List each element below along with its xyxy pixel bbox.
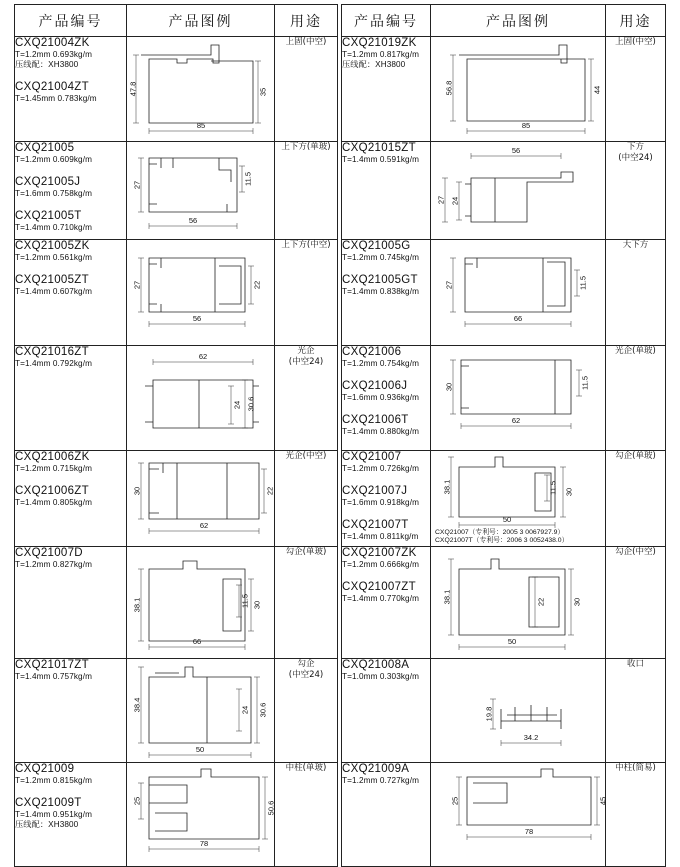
- table-row: [15, 451, 338, 547]
- profile-outline: [149, 463, 259, 519]
- product-code: CXQ21005J: [15, 176, 81, 188]
- dimension-label: 30.6: [258, 702, 268, 718]
- figure-cell: [431, 451, 606, 547]
- use-label: 勾企(单玻): [285, 547, 327, 557]
- dimension-label: 27: [132, 180, 142, 190]
- header-code: 产品编号: [342, 5, 431, 37]
- dimension-label: 56.8: [444, 80, 454, 96]
- product-spec: T=1.6mm 0.758kg/m: [15, 189, 93, 198]
- dimension-label: 30.6: [246, 396, 256, 412]
- dimension-label: 85: [521, 121, 531, 130]
- use-label: 收口: [626, 659, 644, 669]
- use-cell: [275, 451, 338, 547]
- product-spec: T=1.2mm 0.827kg/m: [15, 560, 93, 569]
- product-code: CXQ21005T: [15, 210, 82, 222]
- product-spec: T=1.2mm 0.745kg/m: [342, 253, 420, 262]
- use-cell: [275, 763, 338, 867]
- patent-line: CXQ21007（专利号：2005 3 0067927.9）: [435, 529, 565, 536]
- figure-cell: [431, 37, 606, 142]
- figure-cell: [127, 346, 275, 451]
- use-label: 光企(单玻): [615, 346, 656, 356]
- profile-outline: [459, 457, 555, 517]
- product-spec: T=1.2mm 0.693kg/m: [15, 50, 93, 59]
- dimension-label: 62: [511, 416, 521, 425]
- product-cell: [15, 240, 127, 346]
- use-label: 勾企: [297, 659, 315, 669]
- dimension-label: 30: [572, 597, 582, 607]
- dimension-label: 50: [502, 515, 512, 524]
- use-label: 中柱(简易): [615, 763, 656, 773]
- use-cell: [275, 659, 338, 763]
- product-code: CXQ21009T: [15, 797, 82, 809]
- table-row: [342, 451, 666, 547]
- profile-drawing: [431, 659, 606, 762]
- product-code: CXQ21007ZK: [342, 547, 417, 559]
- product-code: CXQ21006T: [342, 414, 409, 426]
- use-cell: [606, 763, 666, 867]
- product-spec: T=1.0mm 0.303kg/m: [342, 672, 420, 681]
- product-spec: T=1.2mm 0.754kg/m: [342, 359, 420, 368]
- product-spec: T=1.6mm 0.918kg/m: [342, 498, 420, 507]
- figure-cell: [127, 142, 275, 240]
- product-code: CXQ21009A: [342, 763, 410, 775]
- figure-cell: [431, 763, 606, 867]
- use-label: 上下方(单玻): [281, 142, 331, 152]
- table-row: [15, 346, 338, 451]
- figure-cell: [431, 547, 606, 659]
- table-row: [342, 763, 666, 867]
- patent-note: [435, 529, 568, 545]
- profile-drawing: [127, 346, 275, 450]
- product-cell: [342, 659, 431, 763]
- dimension-label: 34.2: [523, 733, 539, 742]
- use-label: (中空24): [618, 153, 653, 163]
- table-row: [15, 547, 338, 659]
- profile-outline: [149, 667, 251, 743]
- dimension-label: 56: [192, 314, 202, 323]
- product-cell: [342, 451, 431, 547]
- profile-outline: [145, 380, 259, 428]
- dimension-label: 85: [196, 121, 206, 130]
- table-row: [15, 142, 338, 240]
- product-code: CXQ21007ZT: [342, 581, 416, 593]
- product-code: CXQ21005ZT: [15, 274, 89, 286]
- use-label: 勾企(单玻): [615, 451, 656, 461]
- product-spec: T=1.2mm 0.815kg/m: [15, 776, 93, 785]
- use-label: 中柱(单玻): [285, 763, 327, 773]
- product-spec: T=1.4mm 0.591kg/m: [342, 155, 420, 164]
- use-cell: [606, 346, 666, 451]
- use-cell: [606, 37, 666, 142]
- product-code: CXQ21005ZK: [15, 240, 90, 252]
- use-label: 上下方(中空): [281, 240, 331, 250]
- dimension-label: 11.5: [240, 593, 250, 609]
- use-label: 上固(中空): [615, 37, 656, 47]
- dimension-label: 11.5: [548, 480, 558, 496]
- product-spec: T=1.4mm 0.757kg/m: [15, 672, 93, 681]
- product-spec: 压线配：XH3800: [342, 60, 406, 69]
- header-code: 产品编号: [15, 5, 127, 37]
- product-code: CXQ21006J: [342, 380, 408, 392]
- product-spec: T=1.2mm 0.726kg/m: [342, 464, 420, 473]
- profile-drawing: [127, 547, 275, 658]
- dimension-label: 24: [240, 705, 250, 715]
- use-label: 下方: [626, 142, 644, 152]
- product-code: CXQ21006ZK: [15, 451, 90, 463]
- dimension-label: 27: [436, 195, 446, 205]
- patent-line: CXQ21007T（专利号：2006 3 0052438.0）: [435, 537, 569, 544]
- table-row: [342, 346, 666, 451]
- product-spec: T=1.2mm 0.715kg/m: [15, 464, 93, 473]
- table-row: [15, 659, 338, 763]
- use-cell: [275, 240, 338, 346]
- use-cell: [275, 547, 338, 659]
- dimension-label: 38.1: [442, 589, 452, 605]
- product-code: CXQ21007T: [342, 519, 409, 531]
- product-code: CXQ21004ZK: [15, 37, 90, 49]
- figure-cell: [127, 763, 275, 867]
- dimension-label: 24: [450, 196, 460, 206]
- figure-cell: [127, 240, 275, 346]
- product-cell: [15, 142, 127, 240]
- dimension-label: 62: [199, 521, 209, 530]
- use-cell: [275, 37, 338, 142]
- profile-drawing: [127, 37, 275, 141]
- use-cell: [606, 547, 666, 659]
- dimension-label: 22: [252, 280, 262, 290]
- product-code: CXQ21007D: [15, 547, 83, 559]
- figure-cell: [127, 659, 275, 763]
- dimension-label: 25: [132, 796, 142, 806]
- dimension-label: 45: [598, 796, 608, 806]
- dimension-label: 38.4: [132, 697, 142, 713]
- profile-outline: [149, 158, 237, 212]
- dimension-label: 47.8: [128, 81, 138, 97]
- product-code: CXQ21005GT: [342, 274, 418, 286]
- product-code: CXQ21019ZK: [342, 37, 417, 49]
- dimension-label: 56: [511, 146, 521, 155]
- table-row: [342, 142, 666, 240]
- profile-drawing: [127, 240, 275, 345]
- profile-outline: [465, 172, 573, 222]
- product-code: CXQ21004ZT: [15, 81, 89, 93]
- product-spec: T=1.4mm 0.838kg/m: [342, 287, 420, 296]
- product-cell: [342, 240, 431, 346]
- use-label: 光企: [297, 346, 315, 356]
- dimension-label: 30: [444, 382, 454, 392]
- use-cell: [606, 240, 666, 346]
- figure-cell: [127, 37, 275, 142]
- dimension-label: 11.5: [243, 171, 253, 187]
- product-cell: [342, 142, 431, 240]
- use-label: 勾企(中空): [615, 547, 656, 557]
- product-cell: [15, 659, 127, 763]
- profile-outline: [149, 769, 259, 839]
- dimension-label: 27: [444, 280, 454, 290]
- product-code: CXQ21007J: [342, 485, 408, 497]
- figure-cell: [431, 346, 606, 451]
- header-use: 用途: [606, 5, 666, 37]
- table-row: [15, 240, 338, 346]
- profile-drawing: [127, 142, 275, 239]
- dimension-label: 30: [252, 600, 262, 610]
- product-spec: T=1.45mm 0.783kg/m: [15, 94, 97, 103]
- use-label: 光企(中空): [285, 451, 327, 461]
- product-spec: T=1.4mm 0.792kg/m: [15, 359, 93, 368]
- use-cell: [606, 451, 666, 547]
- profile-drawing: [431, 547, 606, 658]
- product-cell: [342, 37, 431, 142]
- profile-drawing: [431, 346, 606, 450]
- product-spec: T=1.4mm 0.710kg/m: [15, 223, 93, 232]
- product-cell: [342, 547, 431, 659]
- dimension-label: 78: [524, 827, 534, 836]
- header-use: 用途: [275, 5, 338, 37]
- profile-drawing: [127, 451, 275, 546]
- figure-cell: [127, 547, 275, 659]
- product-spec: T=1.6mm 0.936kg/m: [342, 393, 420, 402]
- catalog-table-right: [341, 4, 666, 867]
- dimension-label: 66: [513, 314, 523, 323]
- profile-drawing: [127, 659, 275, 762]
- use-cell: [606, 659, 666, 763]
- product-cell: [15, 346, 127, 451]
- product-spec: T=1.2mm 0.817kg/m: [342, 50, 420, 59]
- product-spec: T=1.4mm 0.805kg/m: [15, 498, 93, 507]
- figure-cell: [431, 240, 606, 346]
- figure-cell: [431, 659, 606, 763]
- profile-outline: [149, 258, 245, 312]
- product-code: CXQ21017ZT: [15, 659, 89, 671]
- profile-outline: [141, 45, 253, 123]
- dimension-label: 11.5: [580, 375, 590, 391]
- product-spec: T=1.4mm 0.811kg/m: [342, 532, 419, 541]
- dimension-label: 22: [265, 486, 275, 496]
- product-code: CXQ21015ZT: [342, 142, 416, 154]
- profile-outline: [459, 45, 585, 121]
- product-code: CXQ21016ZT: [15, 346, 89, 358]
- product-cell: [15, 451, 127, 547]
- use-label: (中空24): [288, 357, 324, 367]
- table-row: [342, 37, 666, 142]
- product-code: CXQ21005G: [342, 240, 411, 252]
- use-label: (中空24): [288, 670, 324, 680]
- profile-drawing: [431, 142, 606, 239]
- dimension-label: 56: [188, 216, 198, 225]
- dimension-label: 66: [192, 637, 202, 646]
- product-cell: [342, 763, 431, 867]
- use-label: 大下方: [622, 240, 649, 250]
- dimension-label: 27: [132, 280, 142, 290]
- product-spec: T=1.4mm 0.951kg/m: [15, 810, 93, 819]
- dimension-label: 30: [132, 486, 142, 496]
- product-code: CXQ21008A: [342, 659, 410, 671]
- product-spec: T=1.4mm 0.770kg/m: [342, 594, 420, 603]
- dimension-label: 35: [258, 87, 268, 97]
- product-spec: T=1.2mm 0.666kg/m: [342, 560, 420, 569]
- figure-cell: [431, 142, 606, 240]
- dimension-label: 78: [199, 839, 209, 848]
- product-spec: T=1.4mm 0.880kg/m: [342, 427, 420, 436]
- product-cell: [15, 763, 127, 867]
- header-figure: 产品图例: [431, 5, 606, 37]
- profile-outline: [461, 360, 571, 414]
- profile-outline: [501, 705, 561, 729]
- product-cell: [15, 37, 127, 142]
- dimension-label: 30: [564, 487, 574, 497]
- profile-outline: [459, 559, 565, 635]
- product-cell: [342, 346, 431, 451]
- profile-outline: [467, 769, 591, 825]
- dimension-label: 24: [232, 400, 242, 410]
- product-code: CXQ21005: [15, 142, 75, 154]
- dimension-label: 25: [450, 796, 460, 806]
- product-code: CXQ21006ZT: [15, 485, 89, 497]
- table-row: [15, 37, 338, 142]
- use-cell: [275, 142, 338, 240]
- product-spec: T=1.2mm 0.727kg/m: [342, 776, 420, 785]
- use-label: 上固(中空): [285, 37, 327, 47]
- product-spec: 压线配：XH3800: [15, 820, 79, 829]
- profile-drawing: [127, 763, 275, 866]
- table-row: [342, 240, 666, 346]
- product-spec: T=1.2mm 0.609kg/m: [15, 155, 93, 164]
- product-code: CXQ21007: [342, 451, 402, 463]
- catalog-table-left: [14, 4, 338, 867]
- product-code: CXQ21006: [342, 346, 402, 358]
- use-cell: [606, 142, 666, 240]
- profile-outline: [149, 561, 245, 641]
- dimension-label: 38.1: [132, 597, 142, 613]
- profile-outline: [465, 258, 571, 312]
- dimension-label: 19.8: [484, 706, 494, 722]
- dimension-label: 62: [198, 352, 208, 361]
- dimension-label: 11.5: [578, 275, 588, 291]
- profile-drawing: [431, 240, 606, 345]
- dimension-label: 50: [195, 745, 205, 754]
- table-row: [342, 659, 666, 763]
- dimension-label: 22: [536, 597, 546, 607]
- dimension-label: 50: [507, 637, 517, 646]
- dimension-label: 38.1: [442, 479, 452, 495]
- use-cell: [275, 346, 338, 451]
- figure-cell: [127, 451, 275, 547]
- profile-drawing: [431, 37, 606, 141]
- product-spec: 压线配：XH3800: [15, 60, 79, 69]
- product-code: CXQ21009: [15, 763, 75, 775]
- product-spec: T=1.2mm 0.561kg/m: [15, 253, 93, 262]
- table-row: [15, 763, 338, 867]
- product-spec: T=1.4mm 0.607kg/m: [15, 287, 93, 296]
- header-figure: 产品图例: [127, 5, 275, 37]
- dimension-label: 50.6: [266, 800, 276, 816]
- product-cell: [15, 547, 127, 659]
- dimension-label: 44: [592, 85, 602, 95]
- table-row: [342, 547, 666, 659]
- profile-drawing: [431, 763, 606, 866]
